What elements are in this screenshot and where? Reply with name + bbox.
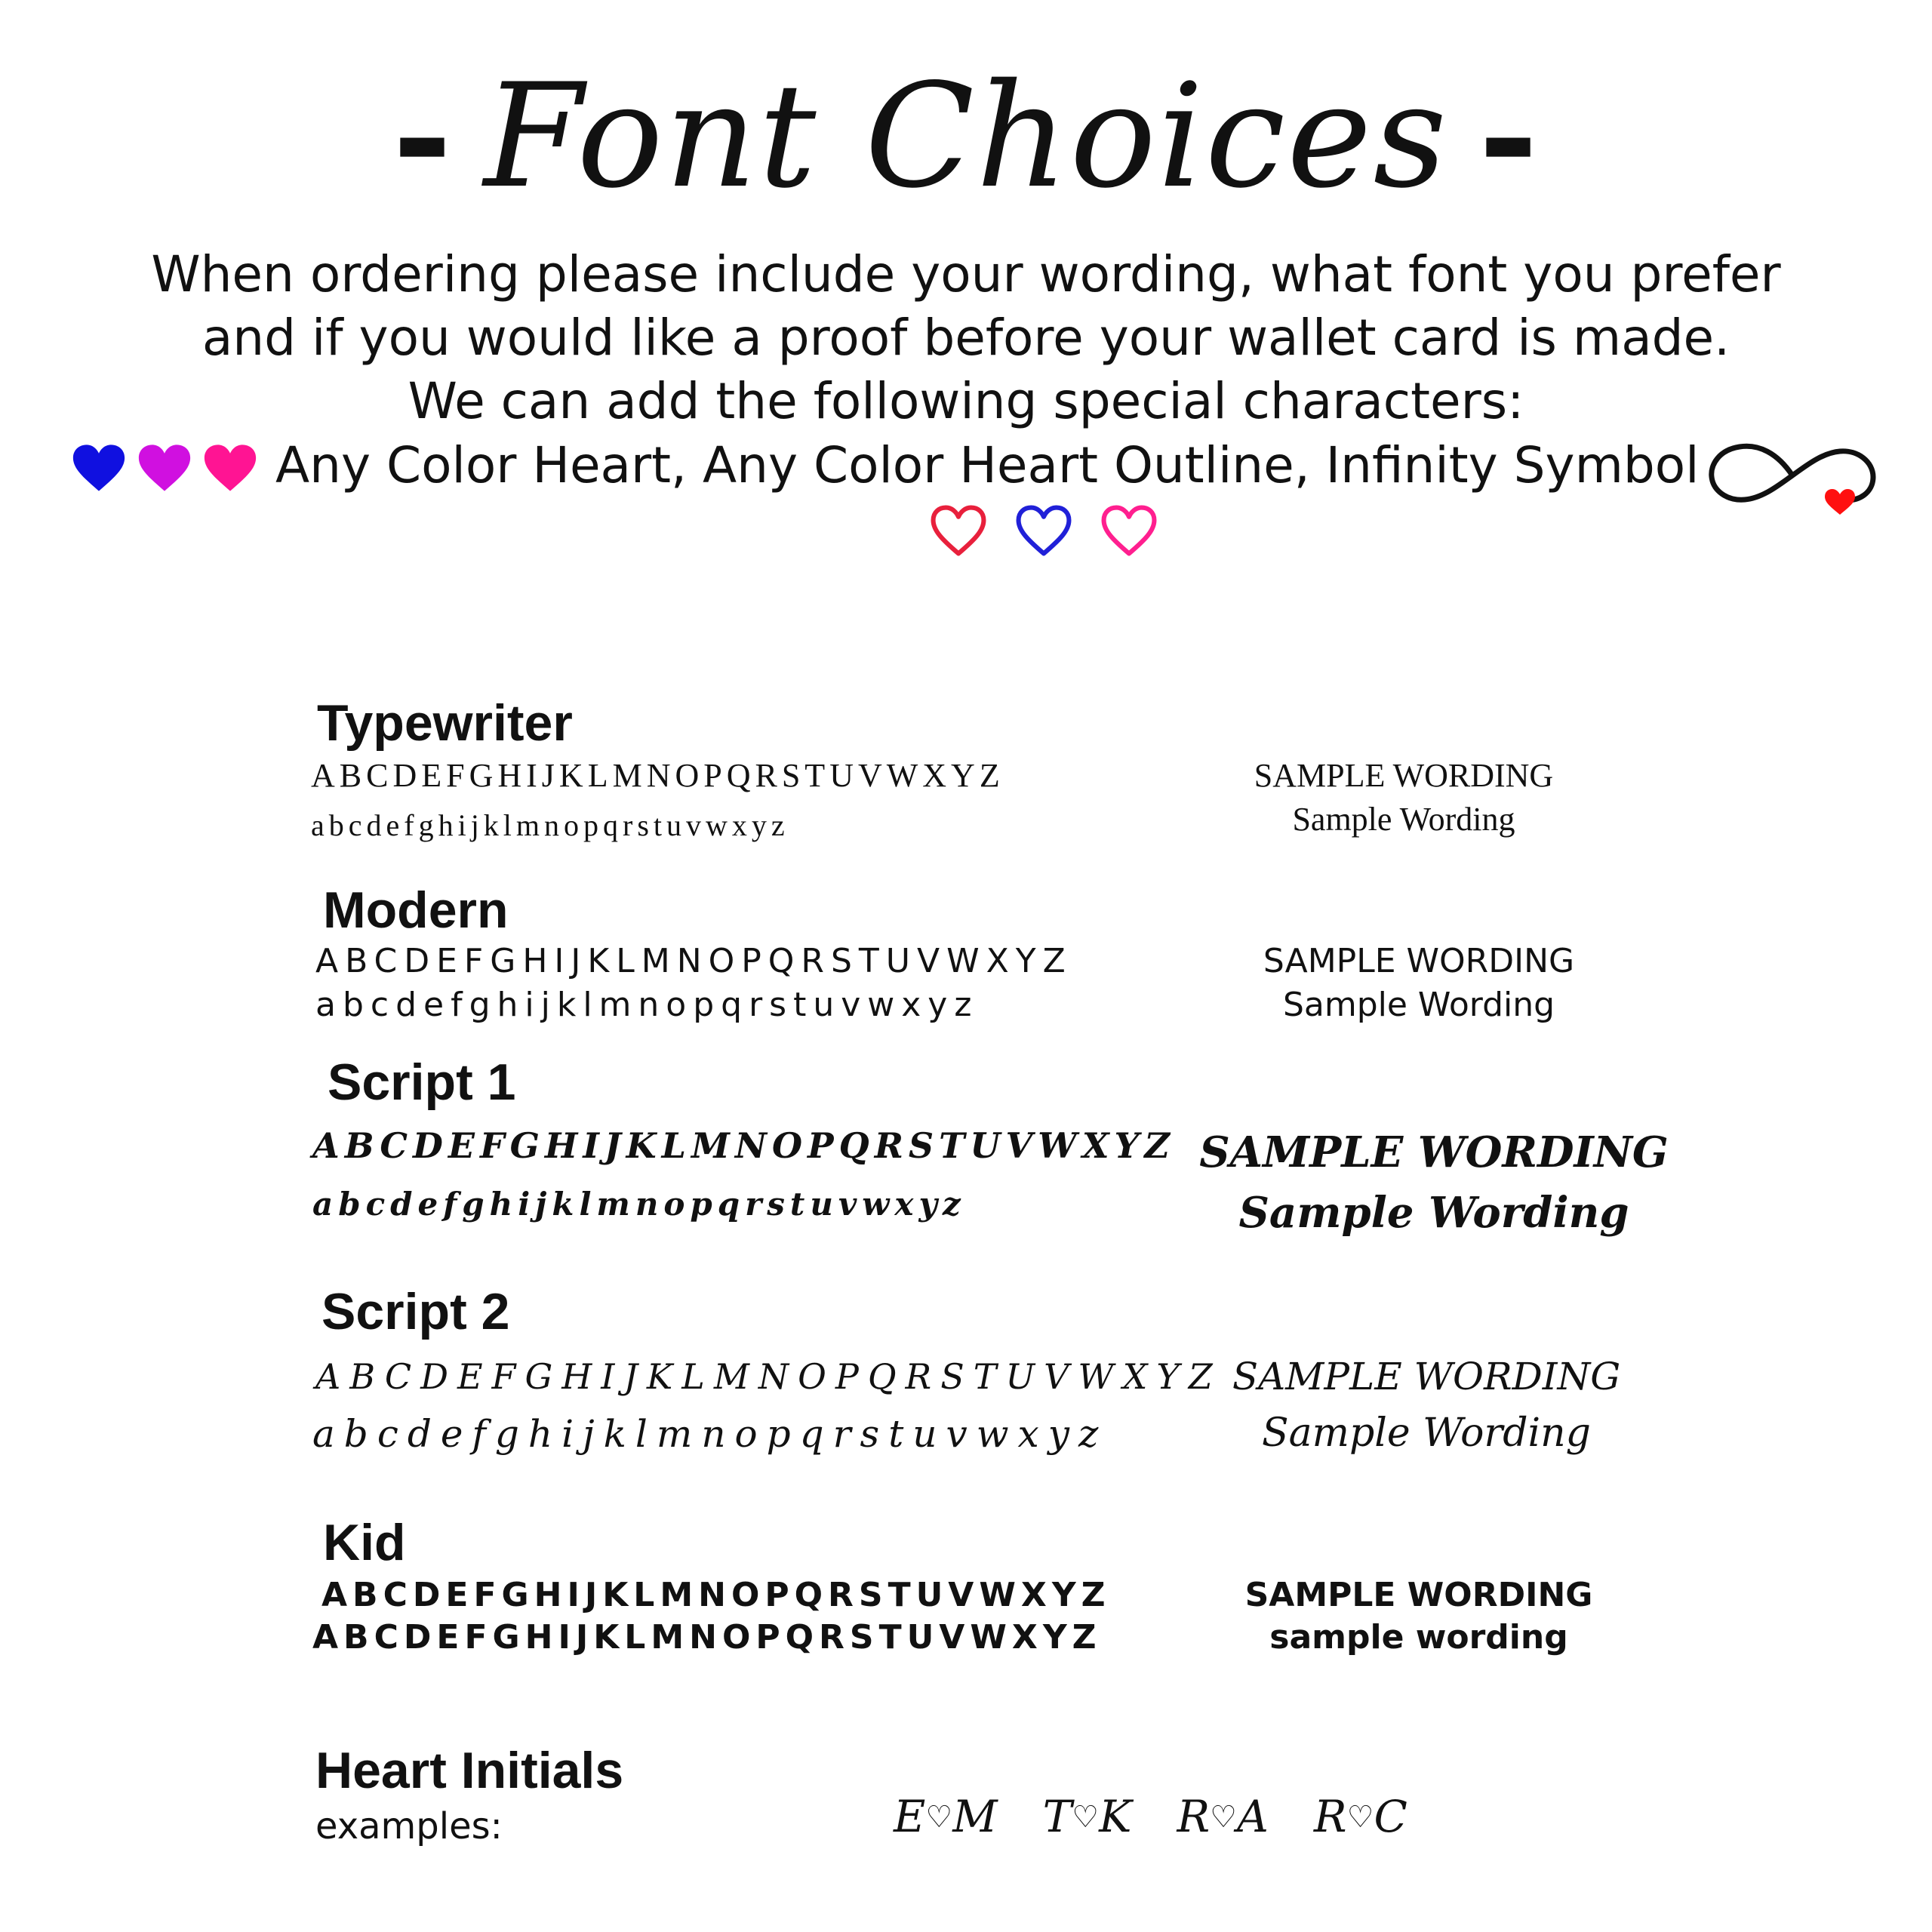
intro-line-1: When ordering please include your wording, what font you prefer (151, 245, 1781, 303)
modern-uppercase: ABCDEFGHIJKLMNOPQRSTUVWXYZ (315, 942, 1072, 980)
page-title (0, 53, 1932, 220)
typewriter-uppercase: ABCDEFGHIJKLMNOPQRSTUVWXYZ (311, 757, 1004, 794)
title-text: Font Choices (483, 53, 1449, 220)
typewriter-lowercase: abcdefghijklmnopqrstuvwxyz (311, 808, 789, 842)
heart-outline-red-icon (930, 504, 987, 557)
script-1-sample-upper: SAMPLE WORDING (1199, 1128, 1669, 1177)
heart-initials-examples (894, 1790, 1453, 1844)
kid-uppercase: ABCDEFGHIJKLMNOPQRSTUVWXYZ (321, 1576, 1111, 1614)
initials-pair-1 (894, 1790, 998, 1844)
title-dash-right: - (1478, 51, 1540, 220)
typewriter-sample-mixed: Sample Wording (1292, 801, 1515, 838)
script-2-sample-mixed: Sample Wording (1262, 1411, 1591, 1456)
kid-sample-mixed: sample wording (1269, 1618, 1568, 1657)
font-title-script-1: Script 1 (328, 1054, 516, 1111)
heart-pink-icon (203, 444, 257, 492)
initials-pair-4 (1314, 1790, 1407, 1844)
initials-pair-3 (1177, 1790, 1268, 1844)
title-dash-left: - (392, 51, 454, 220)
font-title-heart-initials: Heart Initials (315, 1742, 624, 1799)
intro-line-2: and if you would like a proof before your wallet card is made. (202, 309, 1730, 367)
script-2-uppercase: ABCDEFGHIJKLMNOPQRSTUVWXYZ (315, 1356, 1222, 1397)
initials-pair-2 (1043, 1790, 1132, 1844)
font-title-script-2: Script 2 (321, 1283, 510, 1340)
font-title-kid: Kid (323, 1514, 406, 1571)
initial-right: K (1099, 1791, 1132, 1842)
initial-right: C (1374, 1791, 1407, 1842)
script-2-lowercase: abcdefghijklmnopqrstuvwxyz (312, 1412, 1108, 1456)
initial-left: R (1313, 1791, 1347, 1842)
kid-sample-upper: SAMPLE WORDING (1244, 1576, 1593, 1614)
script-1-lowercase: abcdefghijklmnopqrstuvwxyz (312, 1186, 966, 1223)
script-2-sample-upper: SAMPLE WORDING (1232, 1355, 1621, 1398)
initial-left: E (894, 1791, 926, 1842)
kid-lowercase: ABCDEFGHIJKLMNOPQRSTUVWXYZ (312, 1618, 1102, 1657)
typewriter-sample-upper: SAMPLE WORDING (1254, 757, 1554, 794)
small-heart-icon: ♡ (925, 1800, 953, 1835)
heart-blue-icon (72, 444, 126, 492)
initial-left: R (1177, 1791, 1211, 1842)
small-heart-icon: ♡ (1346, 1800, 1374, 1835)
initial-right: M (952, 1791, 998, 1842)
small-heart-icon: ♡ (1072, 1800, 1100, 1835)
special-characters-row (0, 432, 1932, 500)
font-title-modern: Modern (323, 881, 509, 939)
small-heart-icon: ♡ (1210, 1800, 1238, 1835)
heart-outline-pink-icon (1100, 504, 1158, 557)
special-characters-text: Any Color Heart, Any Color Heart Outline, Infinity Symbol (275, 436, 1700, 494)
intro-text (0, 243, 1932, 433)
script-1-sample-mixed: Sample Wording (1238, 1188, 1629, 1238)
font-title-typewriter: Typewriter (317, 694, 573, 752)
modern-lowercase: abcdefghijklmnopqrstuvwxyz (315, 986, 979, 1024)
outline-hearts-row (0, 504, 1932, 565)
heart-purple-icon (137, 444, 192, 492)
heart-outline-blue-icon (1015, 504, 1072, 557)
initial-right: A (1237, 1791, 1269, 1842)
modern-sample-upper: SAMPLE WORDING (1263, 942, 1575, 980)
script-1-uppercase: ABCDEFGHIJKLMNOPQRSTUVWXYZ (312, 1125, 1175, 1166)
intro-line-3: We can add the following special characters: (408, 372, 1524, 430)
initial-left: T (1042, 1791, 1072, 1842)
modern-sample-mixed: Sample Wording (1282, 986, 1555, 1024)
examples-label: examples: (315, 1805, 503, 1847)
